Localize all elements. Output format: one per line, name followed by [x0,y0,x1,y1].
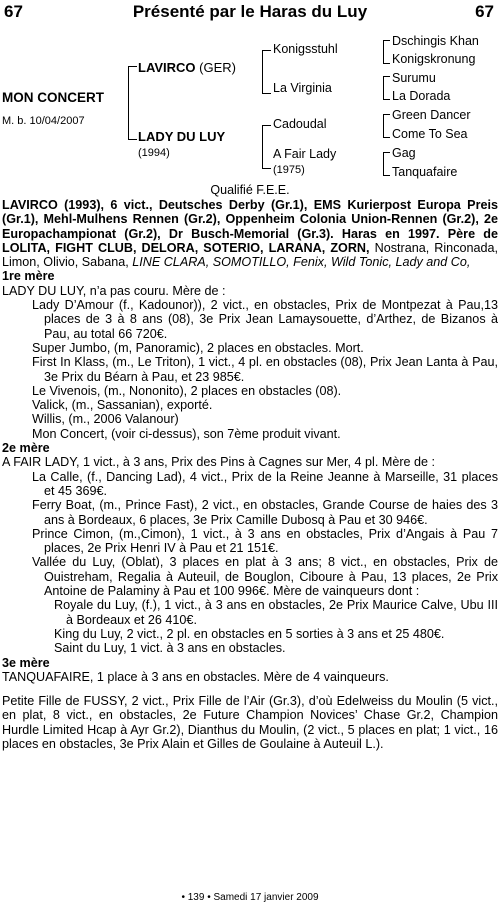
sire-origin: (GER) [199,60,237,75]
page-title: Présenté par le Haras du Luy [132,2,368,21]
bracket-sire [262,50,271,94]
granddam-1: La Virginia [273,81,332,95]
sire-paragraph-italic: LINE CLARA, SOMOTILLO, Fenix, Wild Tonic, Lady and Co, [128,255,471,270]
section-heading: 3e mère [2,655,50,670]
sub-list-item: Royale du Luy, (f.), 1 vict., à 3 ans en obstacles, 2e Prix Maurice Calve, Ubu III à Bordeaux et 26 410€. [54,598,498,627]
document-body [2,198,498,751]
list-item: Willis, (m., 2006 Valanour) [32,412,179,427]
grandsire-1: Konigsstuhl [273,42,338,56]
list-item: Prince Cimon, (m.,Cimon), 1 vict., à 3 ans en obstacles, Prix d’Angais à Pau 7 places, 2e Prix Henri IV à Pau et 21 151€. [32,526,498,556]
list-item: First In Klass, (m., Le Triton), 1 vict., 4 pl. en obstacles (08), Prix Jean Lanta à Pau, 3e Prix du Béarn à Pau, et 23 985€. [32,355,498,384]
granddam-2: A Fair Lady [273,147,337,161]
list-item: Mon Concert, (voir ci-dessus), son 7ème produit vivant. [32,426,341,441]
great-grandparent: Konigskronung [392,52,476,66]
great-grandparent: Gag [392,146,416,160]
section-intro: TANQUAFAIRE, 1 place à 3 ans en obstacles. Mère de 4 vainqueurs. [2,669,389,684]
horse-info: M. b. 10/04/2007 [2,115,85,127]
bracket-gg2 [383,76,390,100]
great-grandparent: Come To Sea [392,127,468,141]
sire-line [138,60,236,75]
sire-paragraph-bold: LAVIRCO (1993), 6 vict., Deutsches Derby (Gr.1), EMS Kurierpost Europa Preis (Gr.1), Mehl-Mulhens Rennen (Gr.2), Oppenheim Colonia Union-Rennen (Gr.2), 2e Europachampionat (Gr.2), Dr Busch-Memorial (Gr.3). Haras en 1997. Père de LOLITA, FIGHT CLUB, DELORA, SOTERIO, LARANA, ZORN, [2,198,498,255]
horse-name: MON CONCERT [2,90,104,105]
section-intro: A FAIR LADY, 1 vict., à 3 ans, Prix des Pins à Cagnes sur Mer, 4 pl. Mère de : [2,455,436,470]
closing-paragraph: Petite Fille de FUSSY, 2 vict., Prix Fille de l’Air (Gr.3), d’où Edelweiss du Moulin (5 vict., en plat, 8 vict., en obstacles, 2e Future Champion Novices’ Chase Gr.2, Champion Hurdle Limited Hcap à Ayr Gr.2), Dianthus du Moulin, (2 vict., 5 places en plat; 1 vict., 16 places en obstacles, 3e Prix Alain et Gilles de Goulaine à Auteuil L.). [2,694,498,751]
sub-list-item: King du Luy, 2 vict., 2 pl. en obstacles en 5 sorties à 3 ans et 25 480€. [54,626,445,641]
pedigree-tree [0,28,500,188]
qualification: Qualifié F.E.E. [210,183,290,197]
great-grandparent: Tanquafaire [392,165,458,179]
bracket-parents [128,66,137,140]
great-grandparent: Green Dancer [392,108,471,122]
bracket-dam [262,125,271,169]
dam-name: LADY DU LUY [138,129,226,144]
section-heading: 1re mère [2,269,55,284]
list-item: Ferry Boat, (m., Prince Fast), 2 vict., en obstacles, Grande Course de haies des 3 ans à Bordeaux, 6 places, 3e Prix Camille Dubosq à Pau et 30 946€. [32,498,498,527]
dam-year: (1994) [138,147,170,159]
grandsire-2: Cadoudal [273,117,327,131]
list-item: Vallée du Luy, (Oblat), 3 places en plat à 3 ans; 8 vict., en obstacles, Prix de Ouistreham, Regalia à Auteuil, de Bouglon, Ciboure à Pau, 13 places, 2e Prix Antoine de Palaminy à Pau et 100 996€. Mère de vainqueurs dont : [32,555,498,599]
bracket-gg1 [383,40,390,64]
page-footer: • 139 • Samedi 17 janvier 2009 [181,892,319,903]
granddam-2-year: (1975) [273,164,305,176]
sire-name: LAVIRCO [138,60,196,75]
great-grandparent: La Dorada [392,89,451,103]
bracket-gg3 [383,114,390,138]
page-number-left: 67 [4,2,23,21]
sub-list-item: Saint du Luy, 1 vict. à 3 ans en obstacles. [54,641,286,656]
page-number-right: 67 [475,2,494,21]
list-item: Le Vivenois, (m., Nononito), 2 places en obstacles (08). [32,383,342,398]
great-grandparent: Dschingis Khan [392,34,479,48]
list-item: La Calle, (f., Dancing Lad), 4 vict., Prix de la Reine Jeanne à Marseille, 31 places et 45 369€. [32,469,498,498]
section-heading: 2e mère [2,441,50,456]
list-item: Valick, (m., Sassanian), exporté. [32,398,213,413]
list-item: Super Jumbo, (m, Panoramic), 2 places en obstacles. Mort. [32,340,364,355]
bracket-gg4 [383,152,390,176]
sire-paragraph-normal: Nostrana, Rinconada, Limon, Olivio, Sabana, [2,240,499,270]
section-intro: LADY DU LUY, n’a pas couru. Mère de : [2,283,226,298]
sire-paragraph [2,198,498,269]
list-item: Lady D’Amour (f., Kadounor)), 2 vict., en obstacles, Prix de Montpezat à Pau,13 places de 3 à 8 ans (08), 3e Prix Jean Lamaysouette, d’Arthez, de Bizanos à Pau, au total 66 720€. [32,298,498,341]
great-grandparent: Surumu [392,71,436,85]
